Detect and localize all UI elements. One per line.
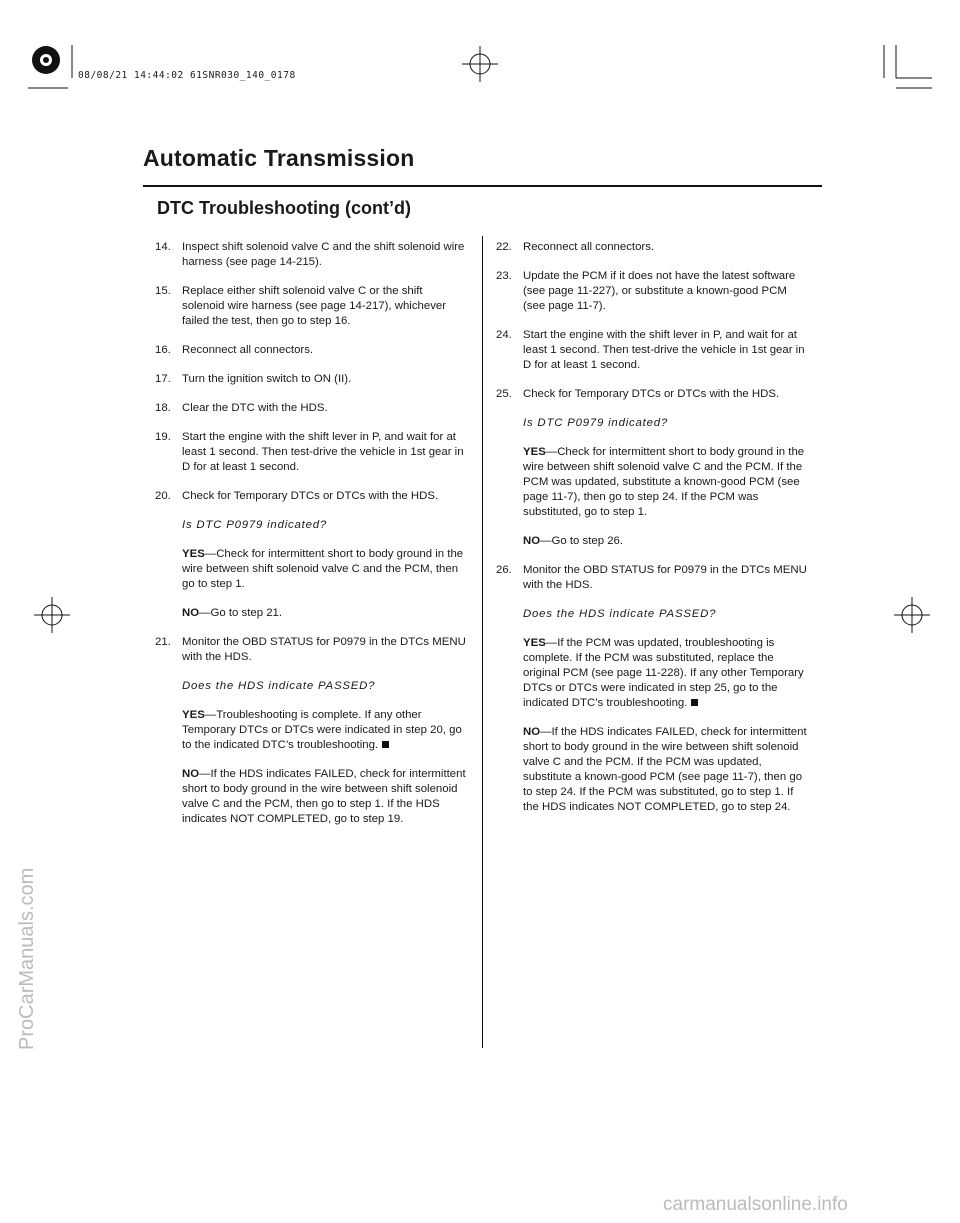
branch-text: If the HDS indicates FAILED, check for intermittent short to body ground in the wire between shift solenoid valve C and the PCM. If the PCM was updated, substitute a known-good PCM (see page 11-7), then go to step 24. If the PCM was substituted, go to step 1. If the HDS indicates NOT COMPLETED, go to step 24. — [523, 726, 807, 813]
step-number: 23. — [496, 270, 512, 282]
step-number: 19. — [155, 431, 171, 443]
yes-branch: YES—Check for intermittent short to body ground in the wire between shift solenoid valve C and the PCM, then go to step 1. — [182, 548, 464, 590]
page-title: Automatic Transmission — [143, 145, 415, 171]
right-column — [496, 240, 808, 815]
step-text: Reconnect all connectors. — [182, 344, 314, 356]
section-title: DTC Troubleshooting (cont’d) — [157, 198, 411, 218]
step-text: Monitor the OBD STATUS for P0979 in the DTCs MENU with the HDS. — [182, 636, 466, 663]
print-timestamp: 08/08/21 14:44:02 61SNR030_140_0178 — [78, 70, 296, 81]
step-number: 25. — [496, 388, 512, 400]
branch-text: Troubleshooting is complete. If any other Temporary DTCs or DTCs were indicated in step 20, go to the indicated DTC’s troubleshooting. — [182, 709, 462, 751]
step-number: 15. — [155, 285, 171, 297]
step-text: Replace either shift solenoid valve C or the shift solenoid wire harness (see page 14-217), whichever failed the test, then go to step 16. — [182, 285, 447, 327]
step-15 — [155, 284, 467, 329]
step-number: 14. — [155, 241, 171, 253]
registration-mark-top-left — [28, 42, 68, 87]
end-square-icon — [691, 699, 698, 706]
step-24 — [496, 328, 808, 373]
no-branch: NO—Go to step 21. — [182, 607, 283, 619]
step-14 — [155, 240, 467, 270]
left-column — [155, 240, 467, 827]
no-label: NO — [182, 768, 200, 780]
step-19 — [155, 430, 467, 475]
step-number: 21. — [155, 636, 171, 648]
step-number: 16. — [155, 344, 171, 356]
branch-text: If the PCM was updated, troubleshooting is complete. If the PCM was substituted, replace the original PCM (see page 11-228). If any other Temporary DTCs or DTCs were indicated in step 25, go to the indicated DTC’s troubleshooting. — [523, 637, 804, 709]
question: Does the HDS indicate PASSED? — [523, 608, 717, 620]
step-23 — [496, 269, 808, 314]
step-number: 26. — [496, 564, 512, 576]
step-number: 18. — [155, 402, 171, 414]
no-branch: NO—If the HDS indicates FAILED, check for intermittent short to body ground in the wire between shift solenoid valve C and the PCM. If the PCM was updated, substitute a known-good PCM (see page 11-7), then go to step 24. If the PCM was substituted, go to step 1. If the HDS indicates NOT COMPLETED, go to step 24. — [523, 726, 807, 813]
step-number: 20. — [155, 490, 171, 502]
yes-branch: YES—Troubleshooting is complete. If any other Temporary DTCs or DTCs were indicated in step 20, go to the indicated DTC’s troubleshooting. — [182, 709, 462, 751]
yes-branch: YES—Check for intermittent short to body ground in the wire between shift solenoid valve C and the PCM. If the PCM was updated, substitute a known-good PCM (see page 11-7), then go to step 24. If the PCM was substituted, go to step 1. — [523, 446, 805, 518]
question: Does the HDS indicate PASSED? — [182, 680, 376, 692]
no-branch: NO—Go to step 26. — [523, 535, 624, 547]
step-text: Clear the DTC with the HDS. — [182, 402, 328, 414]
title-rule — [143, 185, 822, 187]
question: Is DTC P0979 indicated? — [523, 417, 669, 429]
branch-text: Check for intermittent short to body ground in the wire between shift solenoid valve C and the PCM. If the PCM was updated, substitute a known-good PCM (see page 11-7), then go to step 24. If the PCM was substituted, go to step 1. — [523, 446, 805, 518]
step-16 — [155, 343, 467, 358]
step-26 — [496, 563, 808, 593]
step-text: Check for Temporary DTCs or DTCs with the HDS. — [523, 388, 780, 400]
step-text: Update the PCM if it does not have the latest software (see page 11-227), or substitute a known-good PCM (see page 11-7). — [523, 270, 796, 312]
step-20 — [155, 489, 467, 504]
step-text: Monitor the OBD STATUS for P0979 in the DTCs MENU with the HDS. — [523, 564, 807, 591]
step-number: 17. — [155, 373, 171, 385]
column-divider — [482, 236, 483, 1048]
yes-branch: YES—If the PCM was updated, troubleshooting is complete. If the PCM was substituted, replace the original PCM (see page 11-228). If any other Temporary DTCs or DTCs were indicated in step 25, go to the indicated DTC’s troubleshooting. — [523, 637, 804, 709]
step-number: 22. — [496, 241, 512, 253]
yes-label: YES — [182, 709, 205, 721]
step-text: Inspect shift solenoid valve C and the shift solenoid wire harness (see page 14-215). — [182, 241, 465, 268]
no-branch: NO—If the HDS indicates FAILED, check for intermittent short to body ground in the wire between shift solenoid valve C and the PCM, then go to step 1. If the HDS indicates NOT COMPLETED, go to step 19. — [182, 768, 466, 825]
no-label: NO — [523, 726, 541, 738]
step-text: Start the engine with the shift lever in P, and wait for at least 1 second. Then test-drive the vehicle in 1st gear in D for at least 1 second. — [523, 329, 805, 371]
no-label: NO — [182, 607, 200, 619]
end-square-icon — [382, 741, 389, 748]
step-17 — [155, 372, 467, 387]
step-22 — [496, 240, 808, 255]
yes-label: YES — [523, 637, 546, 649]
step-text: Reconnect all connectors. — [523, 241, 655, 253]
step-25 — [496, 387, 808, 402]
step-21 — [155, 635, 467, 665]
side-watermark: ProCarManuals.com — [16, 867, 38, 1050]
yes-label: YES — [182, 548, 205, 560]
no-label: NO — [523, 535, 541, 547]
step-text: Start the engine with the shift lever in P, and wait for at least 1 second. Then test-drive the vehicle in 1st gear in D for at least 1 second. — [182, 431, 464, 473]
step-text: Check for Temporary DTCs or DTCs with the HDS. — [182, 490, 439, 502]
question: Is DTC P0979 indicated? — [182, 519, 328, 531]
yes-label: YES — [523, 446, 546, 458]
branch-text: If the HDS indicates FAILED, check for intermittent short to body ground in the wire between shift solenoid valve C and the PCM, then go to step 1. If the HDS indicates NOT COMPLETED, go to step 19. — [182, 768, 466, 825]
step-number: 24. — [496, 329, 512, 341]
footer-watermark: carmanualsonline.info — [663, 1194, 848, 1215]
branch-text: Go to step 26. — [551, 535, 624, 547]
step-18 — [155, 401, 467, 416]
branch-text: Go to step 21. — [210, 607, 283, 619]
step-text: Turn the ignition switch to ON (II). — [182, 373, 352, 385]
branch-text: Check for intermittent short to body ground in the wire between shift solenoid valve C and the PCM, then go to step 1. — [182, 548, 464, 590]
